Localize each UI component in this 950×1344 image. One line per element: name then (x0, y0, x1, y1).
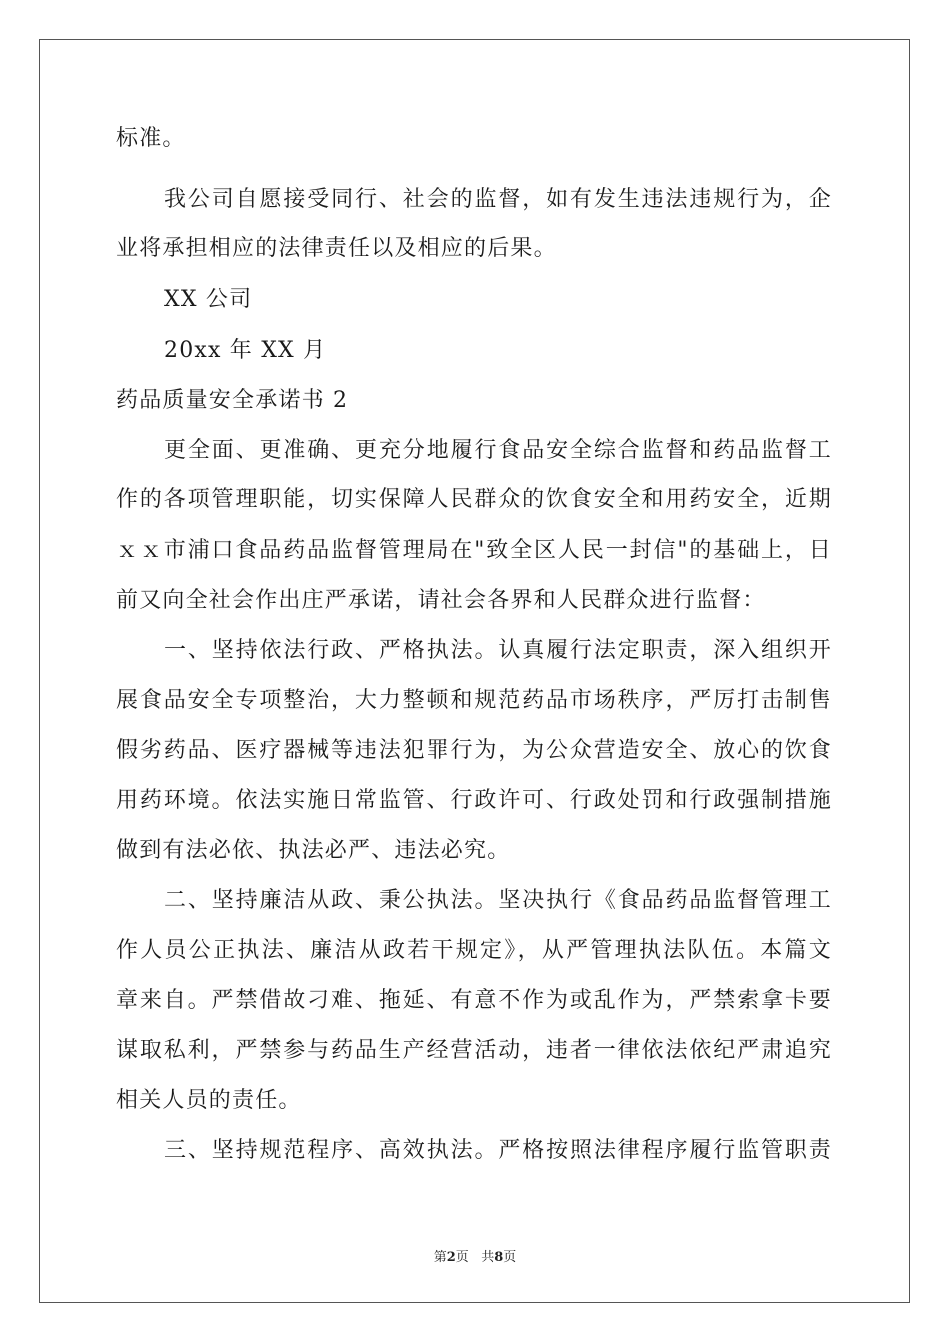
text-line: 做到有法必依、执法必严、违法必究。 (116, 838, 511, 863)
page-suffix: 页 (455, 1250, 469, 1265)
text-line: 章来自。严禁借故刁难、拖延、有意不作为或乱作为，严禁索拿卡要 (116, 988, 832, 1013)
text-line: 作的各项管理职能，切实保障人民群众的饮食安全和用药安全，近期 (116, 487, 832, 512)
text-line: 谋取私利，严禁参与药品生产经营活动，违者一律依法依纪严肃追究 (116, 1038, 832, 1063)
total-prefix: 共 (481, 1250, 495, 1265)
page-number: 2 (446, 1250, 456, 1265)
text-line: 我公司自愿接受同行、社会的监督，如有发生违法违规行为，企 (164, 187, 832, 212)
date-line: 20xx 年 XX 月 (164, 338, 327, 363)
text-line: 更全面、更准确、更充分地履行食品安全综合监督和药品监督工 (164, 438, 832, 463)
text-line: 作人员公正执法、廉洁从政若干规定》，从严管理执法队伍。本篇文 (116, 938, 832, 963)
text-line: 标准。 (116, 126, 186, 151)
text-line: 前又向全社会作出庄严承诺，请社会各界和人民群众进行监督： (116, 588, 766, 613)
text-line: 假劣药品、医疗器械等违法犯罪行为，为公众营造安全、放心的饮食 (116, 738, 832, 763)
text-line: 展食品安全专项整治，大力整顿和规范药品市场秩序，严厉打击制售 (116, 688, 832, 713)
company-name: XX 公司 (164, 287, 253, 312)
page-footer (0, 1246, 950, 1265)
text-line: 三、坚持规范程序、高效执法。严格按照法律程序履行监管职责 (164, 1138, 832, 1163)
total-pages: 8 (494, 1250, 504, 1265)
text-line: 业将承担相应的法律责任以及相应的后果。 (116, 236, 557, 261)
text-line: 一、坚持依法行政、严格执法。认真履行法定职责，深入组织开 (164, 638, 832, 663)
total-suffix: 页 (503, 1250, 517, 1265)
section-heading: 药品质量安全承诺书 2 (116, 388, 349, 413)
text-line: ｘｘ市浦口食品药品监督管理局在"致全区人民一封信"的基础上，日 (116, 538, 832, 563)
text-line: 二、坚持廉洁从政、秉公执法。坚决执行《食品药品监督管理工 (164, 888, 832, 913)
text-line: 用药环境。依法实施日常监管、行政许可、行政处罚和行政强制措施 (116, 788, 832, 813)
page-prefix: 第 (433, 1250, 447, 1265)
text-line: 相关人员的责任。 (116, 1088, 302, 1113)
